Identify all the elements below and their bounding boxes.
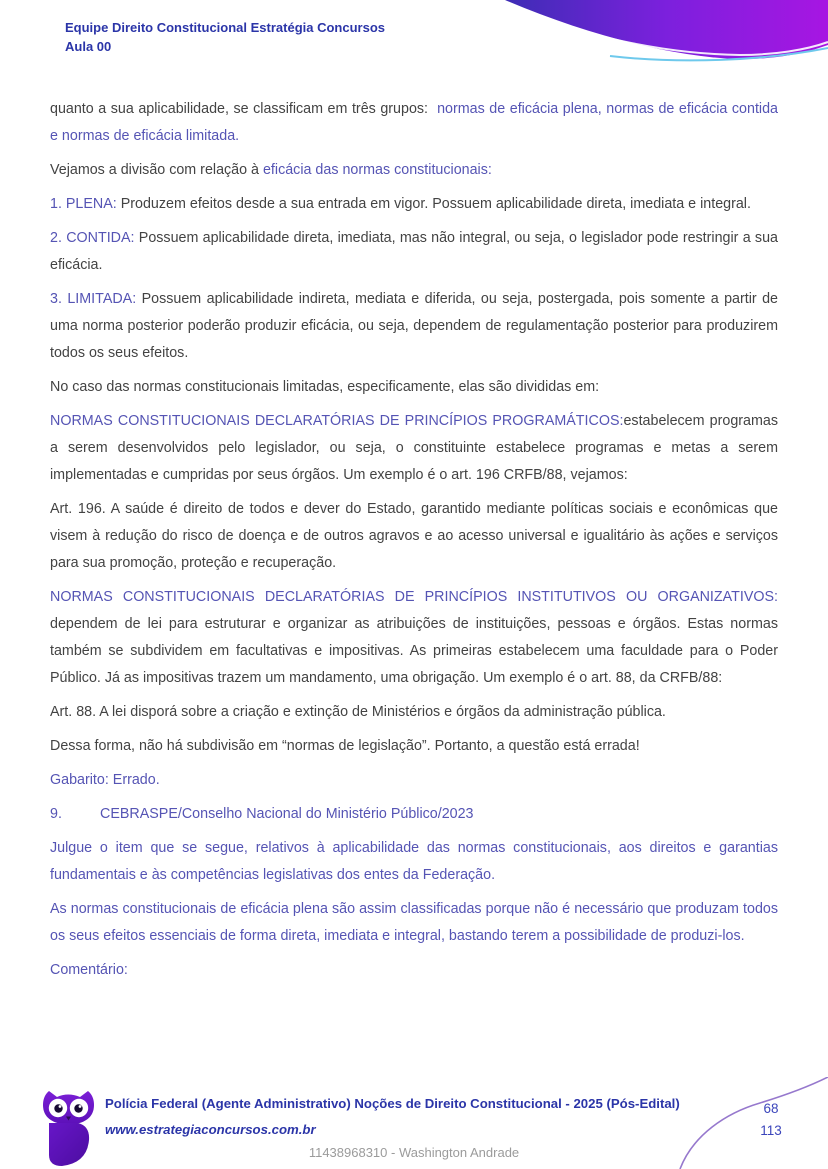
- list-item-plena: [50, 191, 778, 218]
- swoosh-shape: [505, 0, 828, 59]
- text-segment: No caso das normas constitucionais limitadas, especificamente, elas são divididas em:: [50, 379, 600, 395]
- document-body: [50, 96, 778, 991]
- page-current: 68: [763, 1101, 779, 1116]
- paragraph-lead-division: [50, 157, 778, 184]
- question-item: [50, 896, 778, 950]
- paragraph-institutive-norms: [50, 584, 778, 692]
- quote-art-88: [50, 699, 778, 726]
- highlight-segment: NORMAS CONSTITUCIONAIS DECLARATÓRIAS DE PRINCÍPIOS INSTITUTIVOS OU ORGANIZATIVOS:: [50, 589, 778, 605]
- text-segment: quanto a sua aplicabilidade, se classificam em três grupos:: [50, 101, 433, 117]
- footer-watermark: 11438968310 - Washington Andrade: [308, 1145, 520, 1160]
- comment-label: [50, 957, 778, 984]
- header-lesson-line: Aula 00: [65, 38, 112, 54]
- text-segment: Vejamos a divisão com relação à: [50, 162, 263, 178]
- highlight-segment: Julgue o item que se segue, relativos à aplicabilidade das normas constitucionais, aos direitos e garantias fundamentais e às competências legislativas dos entes da Federação.: [50, 840, 778, 883]
- text-segment: Possuem aplicabilidade direta, imediata, mas não integral, ou seja, o legislador pode restringir a sua eficácia.: [50, 230, 778, 273]
- text-segment: estabelecem programas a serem desenvolvidos pelo legislador, ou seja, o constituinte estabelece programas e metas a serem implementadas e cumpridas por seus órgãos. Um exemplo é o art. 196 CRFB/88, vejamos:: [50, 413, 778, 483]
- text-segment: Art. 196. A saúde é direito de todos e dever do Estado, garantido mediante políticas sociais e econômicas que visem à redução do risco de doença e de outros agravos e ao acesso universal e igualitário às ações e serviços para sua promoção, proteção e recuperação.: [50, 501, 778, 571]
- swoosh-white-line: [497, 2, 828, 55]
- paragraph-intro-classification: [50, 96, 778, 150]
- page-number-indicator: [745, 1098, 797, 1142]
- question-source: CEBRASPE/Conselho Nacional do Ministério Público/2023: [100, 806, 474, 822]
- highlight-segment: Gabarito: Errado.: [50, 772, 160, 788]
- paragraph-programmatic-norms: [50, 408, 778, 489]
- text-segment: Art. 88. A lei disporá sobre a criação e extinção de Ministérios e órgãos da administração pública.: [50, 704, 666, 720]
- footer-course-title: Polícia Federal (Agente Administrativo) Noções de Direito Constitucional - 2025 (Pós-Edital): [105, 1096, 680, 1111]
- highlight-segment: Comentário:: [50, 962, 128, 978]
- list-item-limitada: [50, 286, 778, 367]
- question-number: 9.: [50, 806, 62, 822]
- paragraph-lead-subdivision: [50, 374, 778, 401]
- highlight-segment: 3. LIMITADA:: [50, 291, 137, 307]
- highlight-segment: As normas constitucionais de eficácia plena são assim classificadas porque não é necessário que produzam todos os seus efeitos essenciais de forma direta, imediata e integral, bastando terem a possibilidade de produzi-los.: [50, 901, 778, 944]
- highlight-segment: normas de eficácia plena, normas de eficácia contida e normas de eficácia limitada.: [50, 101, 779, 144]
- document-header: [65, 19, 385, 56]
- text-segment: Dessa forma, não há subdivisão em “normas de legislação”. Portanto, a questão está errada!: [50, 738, 640, 754]
- header-team-line: Equipe Direito Constitucional Estratégia Concursos: [65, 20, 385, 35]
- highlight-segment: eficácia das normas constitucionais:: [262, 162, 492, 178]
- text-segment: Possuem aplicabilidade indireta, mediata e diferida, ou seja, postergada, pois somente a partir de uma norma posterior poderão produzir eficácia, ou seja, dependem de regulamentação posterior para produzirem todos os seus efeitos.: [50, 291, 778, 361]
- question-heading: [50, 801, 778, 828]
- highlight-segment: 1. PLENA:: [50, 196, 117, 212]
- list-item-contida: [50, 225, 778, 279]
- quote-art-196: [50, 496, 778, 577]
- footer-website-link[interactable]: www.estrategiaconcursos.com.br: [105, 1122, 316, 1137]
- gabarito-line: [50, 767, 778, 794]
- highlight-segment: NORMAS CONSTITUCIONAIS DECLARATÓRIAS DE PRINCÍPIOS PROGRAMÁTICOS:: [50, 413, 624, 429]
- text-segment: dependem de lei para estruturar e organizar as atribuições de instituições, pessoas e órgãos. Estas normas também se subdividem em facultativas e impositivas. As primeiras estabelecem uma faculdade para o Poder Público. Já as impositivas trazem um mandamento, uma obrigação. Um exemplo é o art. 88, da CRFB/88:: [50, 616, 778, 686]
- page-total: 113: [760, 1123, 782, 1138]
- question-statement: [50, 835, 778, 889]
- owl-pupil-right: [74, 1104, 82, 1112]
- highlight-segment: 2. CONTIDA:: [50, 230, 135, 246]
- owl-pupil-left: [54, 1104, 62, 1112]
- paragraph-conclusion: [50, 733, 778, 760]
- text-segment: Produzem efeitos desde a sua entrada em vigor. Possuem aplicabilidade direta, imediata e integral.: [116, 196, 751, 212]
- swoosh-cyan-line: [610, 48, 828, 60]
